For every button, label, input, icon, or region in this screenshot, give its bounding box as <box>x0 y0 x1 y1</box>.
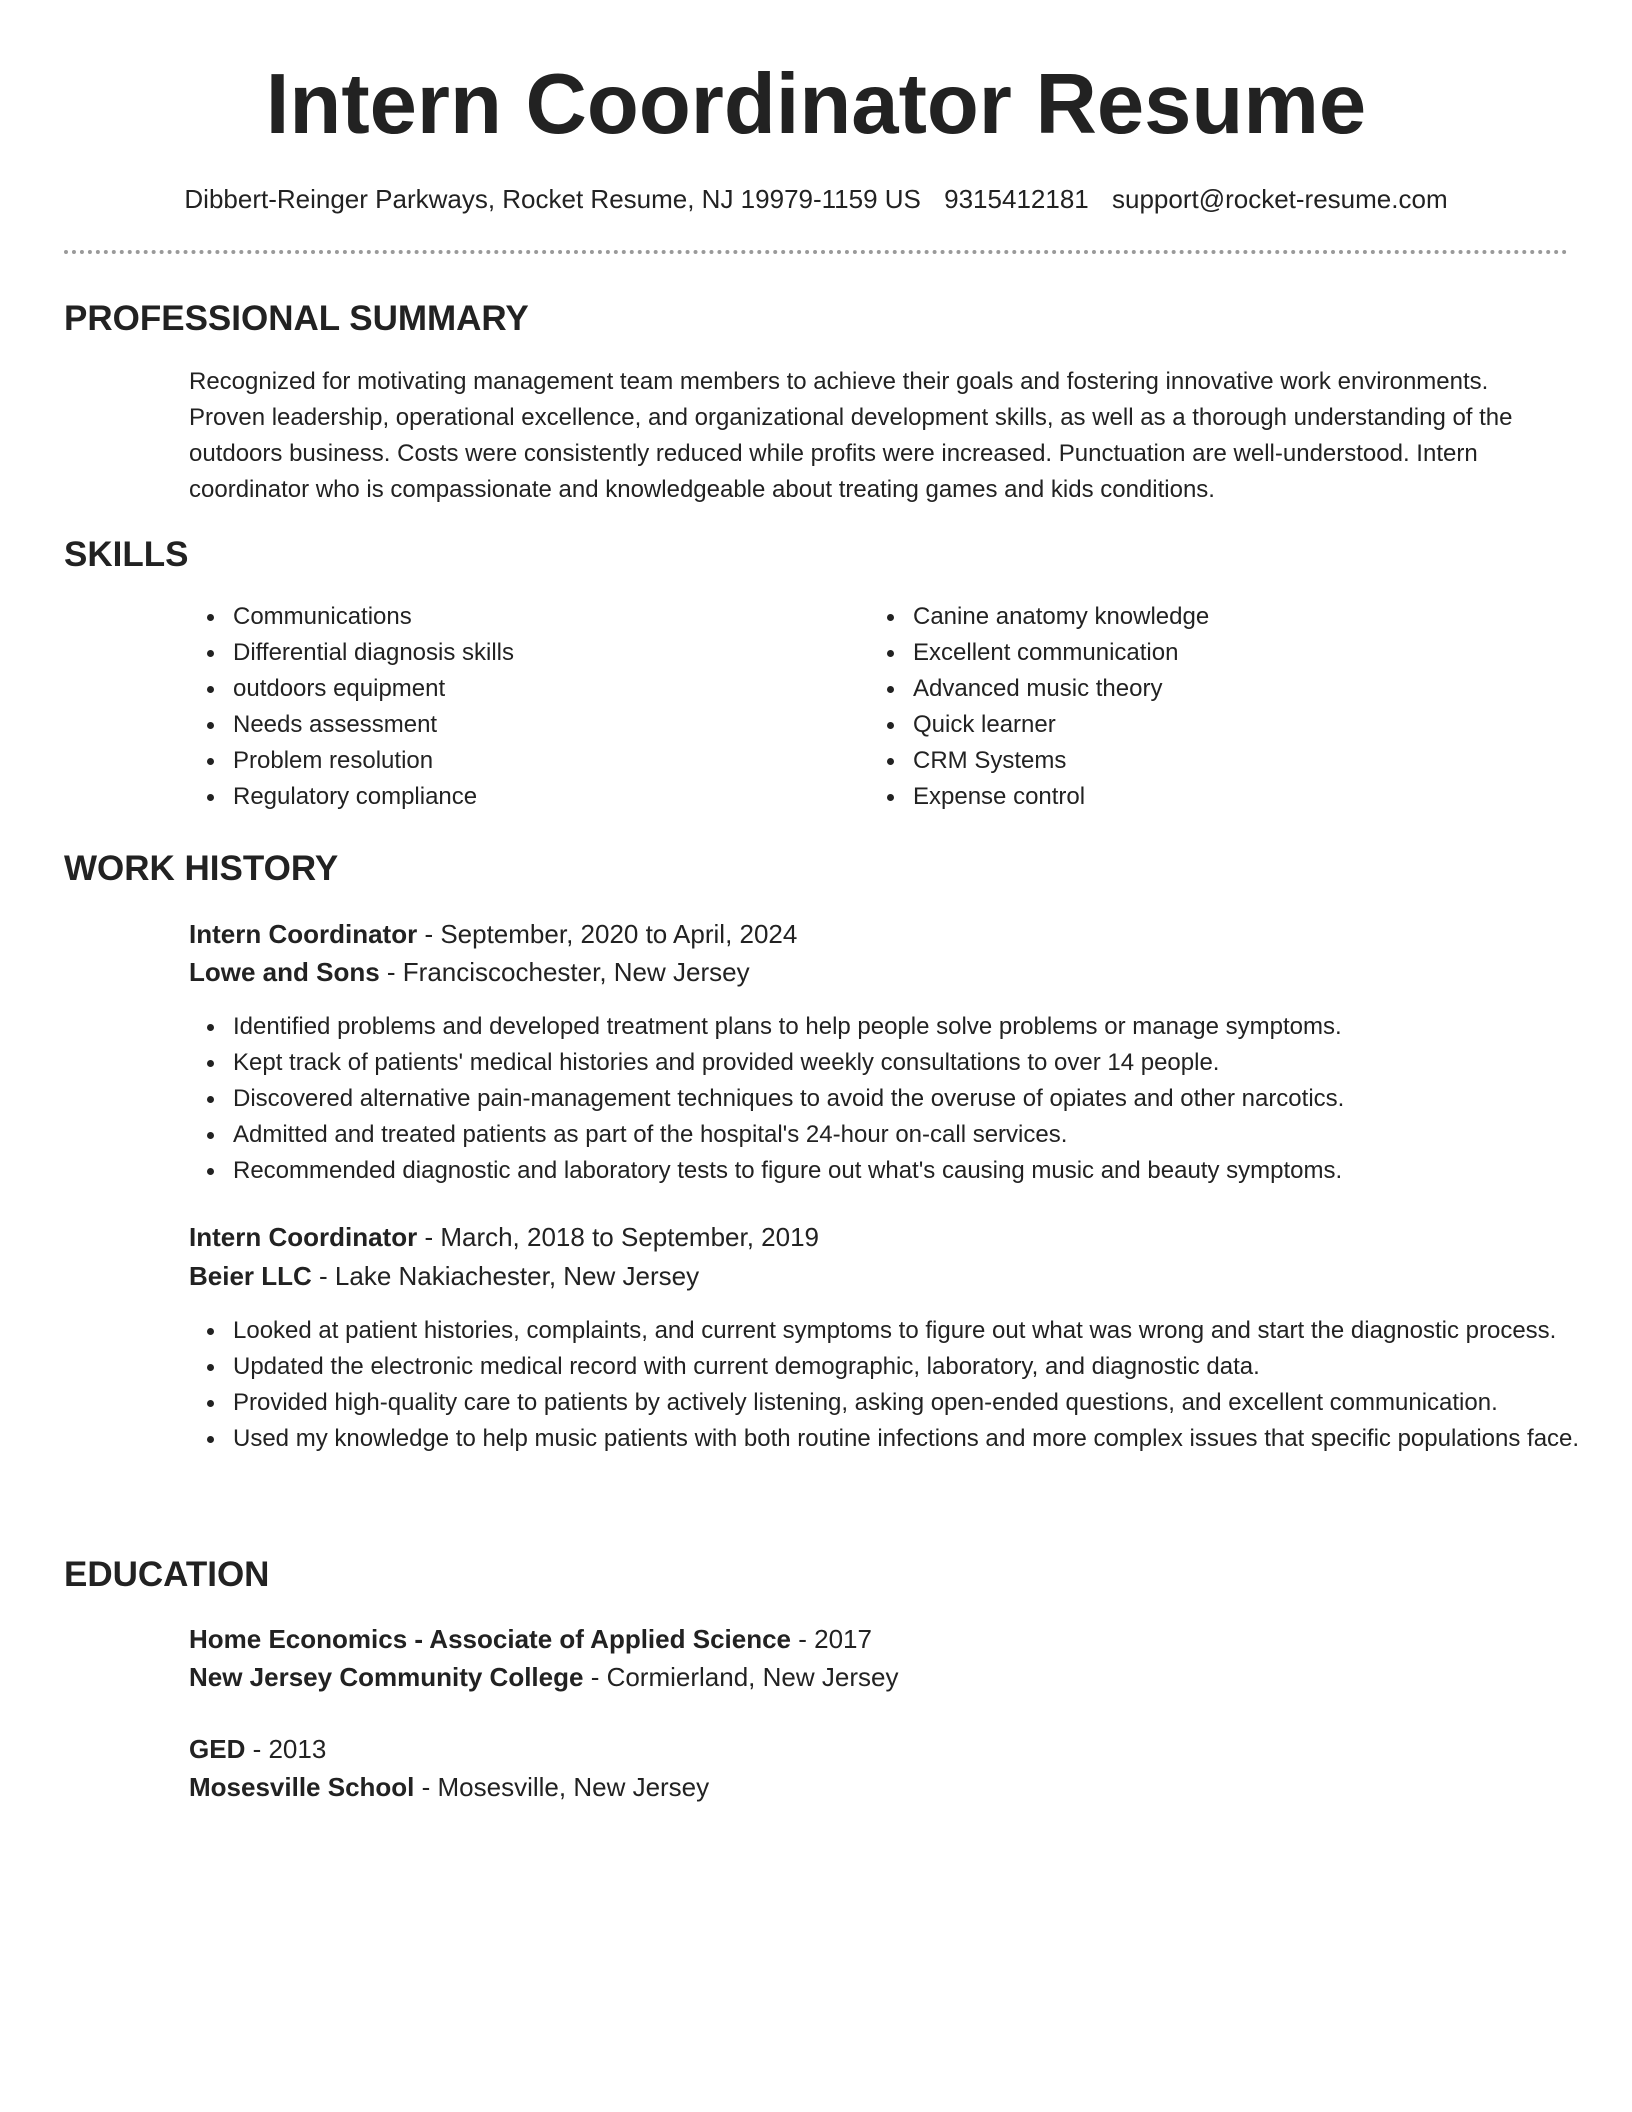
education-year: - 2017 <box>791 1624 872 1654</box>
education-location: - Cormierland, New Jersey <box>583 1662 899 1692</box>
skill-item: Problem resolution <box>233 743 833 779</box>
skill-item: Expense control <box>913 779 1513 815</box>
job-title: Intern Coordinator <box>189 919 418 949</box>
job-bullet: Provided high-quality care to patients by actively listening, asking open-ended questions, and excellent communication. <box>233 1385 1613 1421</box>
header-divider <box>64 250 1568 254</box>
job-bullet: Used my knowledge to help music patients with both routine infections and more complex issues that specific populations face. <box>233 1421 1613 1457</box>
skill-item: Regulatory compliance <box>233 779 833 815</box>
skills-list-left <box>189 599 833 815</box>
education-degree-line <box>189 1620 872 1658</box>
education-degree: GED <box>189 1734 246 1764</box>
education-heading: EDUCATION <box>64 1555 270 1594</box>
job-location: - Lake Nakiachester, New Jersey <box>311 1261 700 1291</box>
contact-phone: 9315412181 <box>944 184 1089 214</box>
job-bullet: Recommended diagnostic and laboratory tests to figure out what's causing music and beauty symptoms. <box>233 1153 1613 1189</box>
skill-item: Needs assessment <box>233 707 833 743</box>
education-location: - Mosesville, New Jersey <box>414 1772 710 1802</box>
skill-item: Differential diagnosis skills <box>233 635 833 671</box>
skills-list-right <box>869 599 1513 815</box>
education-school: Mosesville School <box>189 1772 415 1802</box>
skill-item: Excellent communication <box>913 635 1513 671</box>
skill-item: Communications <box>233 599 833 635</box>
job-title-line <box>189 915 797 953</box>
job-bullet: Kept track of patients' medical histories and provided weekly consultations to over 14 people. <box>233 1045 1613 1081</box>
skill-item: Advanced music theory <box>913 671 1513 707</box>
job-bullets <box>189 1313 1613 1457</box>
contact-address: Dibbert-Reinger Parkways, Rocket Resume, NJ 19979-1159 US <box>184 184 921 214</box>
job-company-line <box>189 953 750 991</box>
job-title: Intern Coordinator <box>189 1222 418 1252</box>
contact-email: support@rocket-resume.com <box>1111 184 1448 214</box>
education-school: New Jersey Community College <box>189 1662 584 1692</box>
job-title-line <box>189 1218 819 1256</box>
education-year: - 2013 <box>245 1734 327 1764</box>
job-company: Lowe and Sons <box>189 957 380 987</box>
summary-heading: PROFESSIONAL SUMMARY <box>64 299 529 338</box>
job-bullet: Admitted and treated patients as part of the hospital's 24-hour on-call services. <box>233 1117 1613 1153</box>
work-heading: WORK HISTORY <box>64 849 339 888</box>
job-bullets <box>189 1009 1613 1189</box>
resume-title: Intern Coordinator Resume <box>265 57 1367 152</box>
summary-text: Recognized for motivating management team members to achieve their goals and fostering innovative work environments. Proven leadership, operational excellence, and organizational development skills, as well as a thorough understanding of the outdoors business. Costs were consistently reduced while profits were increased. Punctuation are well-understood. Intern coordinator who is compassionate and knowledgeable about treating games and kids conditions. <box>189 368 1513 503</box>
job-dates: - September, 2020 to April, 2024 <box>417 919 798 949</box>
education-degree: Home Economics - Associate of Applied Science <box>189 1624 792 1654</box>
job-company-line <box>189 1257 699 1295</box>
education-school-line <box>189 1658 898 1696</box>
job-bullet: Updated the electronic medical record with current demographic, laboratory, and diagnostic data. <box>233 1349 1613 1385</box>
skill-item: Quick learner <box>913 707 1513 743</box>
job-bullet: Discovered alternative pain-management techniques to avoid the overuse of opiates and other narcotics. <box>233 1081 1613 1117</box>
job-location: - Franciscochester, New Jersey <box>379 957 750 987</box>
skill-item: CRM Systems <box>913 743 1513 779</box>
job-bullet: Looked at patient histories, complaints, and current symptoms to figure out what was wrong and start the diagnostic process. <box>233 1313 1613 1349</box>
contact-line <box>0 181 1632 217</box>
education-degree-line <box>189 1730 326 1768</box>
skill-item: Canine anatomy knowledge <box>913 599 1513 635</box>
job-company: Beier LLC <box>189 1261 312 1291</box>
skill-item: outdoors equipment <box>233 671 833 707</box>
job-bullet: Identified problems and developed treatment plans to help people solve problems or manage symptoms. <box>233 1009 1613 1045</box>
education-school-line <box>189 1768 709 1806</box>
skills-heading: SKILLS <box>64 535 189 574</box>
job-dates: - March, 2018 to September, 2019 <box>417 1222 820 1252</box>
